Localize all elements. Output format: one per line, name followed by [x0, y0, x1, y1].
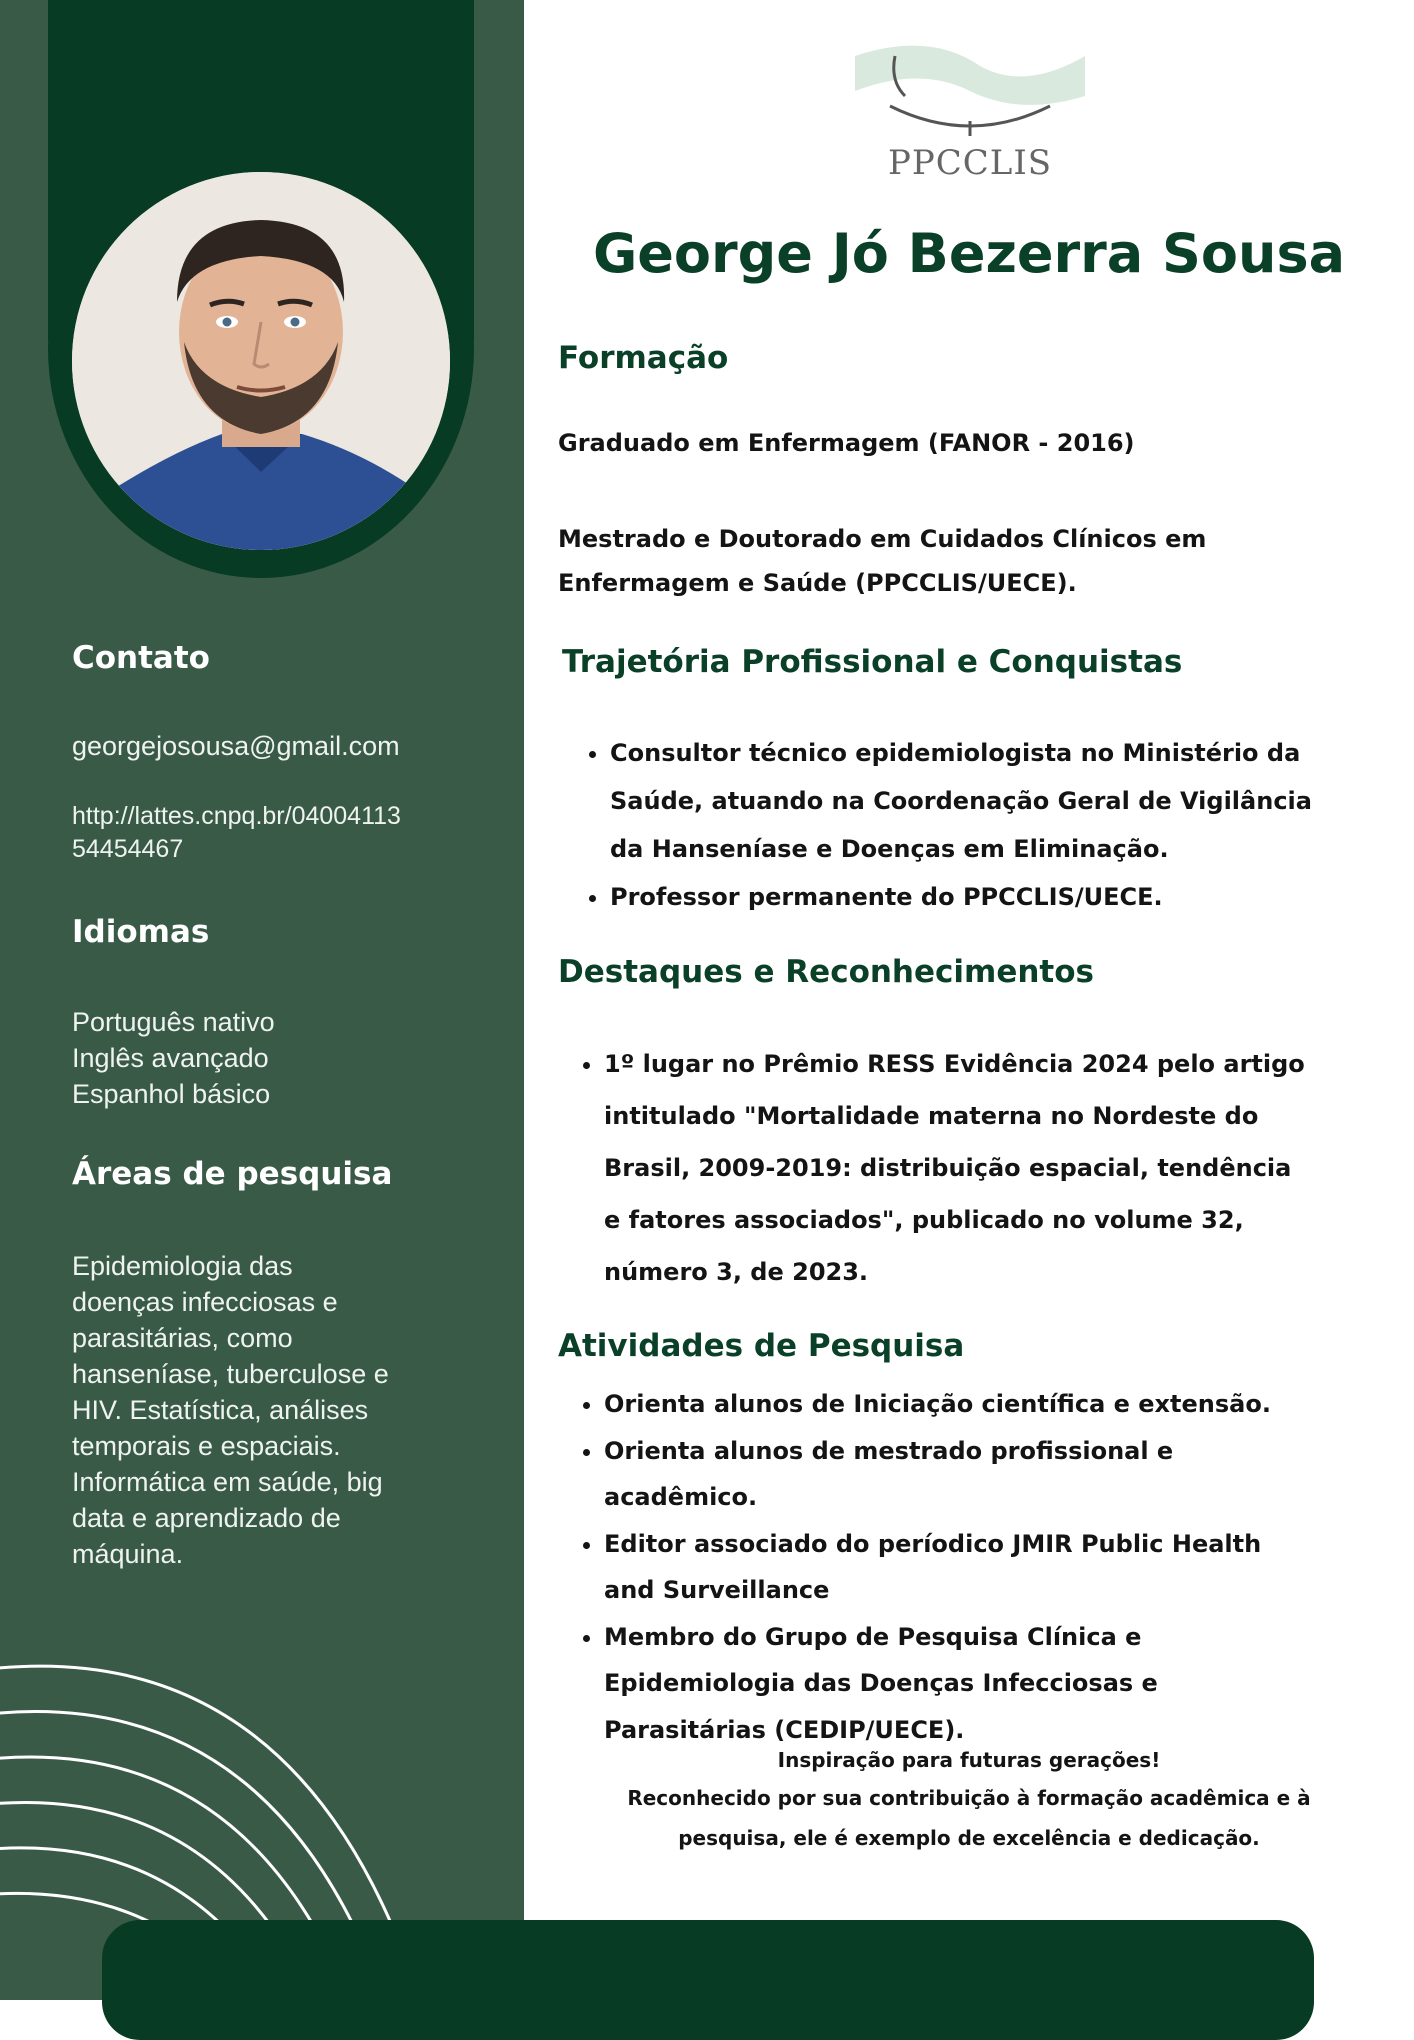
idiomas-heading: Idiomas — [72, 914, 210, 950]
idioma-item: Português nativo — [72, 1007, 275, 1037]
areas-line: data e aprendizado de — [72, 1503, 341, 1533]
areas-heading: Áreas de pesquisa — [72, 1156, 393, 1192]
formacao-line: Mestrado e Doutorado em Cuidados Clínicos em — [558, 525, 1207, 553]
lattes-url-line1[interactable]: http://lattes.cnpq.br/04004113 — [72, 802, 401, 830]
list-item — [604, 1521, 1271, 1614]
bottom-bar — [102, 1920, 1314, 2040]
list-line: Membro do Grupo de Pesquisa Clínica e — [604, 1622, 1142, 1651]
list-line: Orienta alunos de mestrado profissional e — [604, 1436, 1174, 1465]
areas-line: doenças infecciosas e — [72, 1287, 338, 1317]
list-line: e fatores associados", publicado no volume 32, — [604, 1206, 1244, 1234]
destaques-heading: Destaques e Reconhecimentos — [558, 954, 1094, 990]
list-item — [604, 1614, 1271, 1754]
list-line: Parasitárias (CEDIP/UECE). — [604, 1715, 965, 1744]
list-item — [604, 1428, 1271, 1521]
list-line: and Surveillance — [604, 1576, 830, 1604]
atividades-heading: Atividades de Pesquisa — [558, 1328, 965, 1364]
contact-email-block — [72, 728, 400, 764]
areas-line: HIV. Estatística, análises — [72, 1395, 369, 1425]
list-line: intitulado "Mortalidade materna no Nordeste do — [604, 1102, 1259, 1130]
logo-text: PPCCLIS — [887, 143, 1053, 183]
idiomas-list — [72, 1004, 275, 1112]
list-line: acadêmico. — [604, 1483, 758, 1511]
lattes-url-line2[interactable]: 54454467 — [72, 835, 184, 863]
areas-line: máquina. — [72, 1539, 184, 1569]
contato-section — [72, 640, 210, 676]
person-name: George Jó Bezerra Sousa — [592, 222, 1346, 285]
areas-line: parasitárias, como — [72, 1323, 293, 1353]
list-item — [610, 729, 1312, 873]
idioma-item: Inglês avançado — [72, 1043, 269, 1073]
formacao-line: Enfermagem e Saúde (PPCCLIS/UECE). — [558, 569, 1077, 597]
destaques-list — [560, 1038, 1305, 1298]
list-line: Brasil, 2009-2019: distribuição espacial, tendência — [604, 1154, 1292, 1182]
formacao-item — [558, 517, 1206, 605]
contact-email[interactable]: georgejosousa@gmail.com — [72, 731, 400, 761]
atividades-list — [560, 1381, 1271, 1753]
contact-lattes-block — [72, 800, 401, 866]
formacao-heading: Formação — [558, 340, 729, 376]
list-line: 1º lugar no Prêmio RESS Evidência 2024 pelo artigo — [604, 1050, 1305, 1078]
footer-text-line: pesquisa, ele é exemplo de excelência e dedicação. — [678, 1826, 1260, 1850]
list-line: Consultor técnico epidemiologista no Ministério da — [610, 739, 1301, 767]
list-line: número 3, de 2023. — [604, 1258, 869, 1286]
profile-photo — [72, 172, 450, 550]
contato-heading: Contato — [72, 640, 210, 676]
main-content — [524, 0, 1414, 2000]
list-item: • Orienta alunos de Iniciação científica e extensão. — [604, 1381, 1271, 1428]
idiomas-section — [72, 914, 209, 950]
ppcclis-logo — [850, 36, 1090, 186]
footer-text-line: Reconhecido por sua contribuição à formação acadêmica e à — [627, 1786, 1311, 1810]
list-line: da Hanseníase e Doenças em Eliminação. — [610, 835, 1169, 863]
trajetoria-heading: Trajetória Profissional e Conquistas — [562, 644, 1183, 680]
areas-text — [72, 1248, 389, 1572]
list-line: Saúde, atuando na Coordenação Geral de Vigilância — [610, 787, 1312, 815]
areas-line: hanseníase, tuberculose e — [72, 1359, 389, 1389]
sidebar — [0, 0, 524, 2000]
list-item: • Professor permanente do PPCCLIS/UECE. — [610, 873, 1312, 921]
formacao-item: Graduado em Enfermagem (FANOR - 2016) — [558, 429, 1135, 457]
trajetoria-list — [566, 729, 1312, 921]
list-item — [604, 1038, 1305, 1298]
areas-section — [72, 1156, 392, 1192]
list-line: Epidemiologia das Doenças Infecciosas e — [604, 1669, 1158, 1697]
idioma-item: Espanhol básico — [72, 1079, 271, 1109]
areas-line: Informática em saúde, big — [72, 1467, 383, 1497]
areas-line: temporais e espaciais. — [72, 1431, 341, 1461]
list-line: Editor associado do períodico JMIR Public Health — [604, 1529, 1262, 1558]
areas-line: Epidemiologia das — [72, 1251, 293, 1281]
footer-tagline: Inspiração para futuras gerações! — [777, 1748, 1161, 1772]
